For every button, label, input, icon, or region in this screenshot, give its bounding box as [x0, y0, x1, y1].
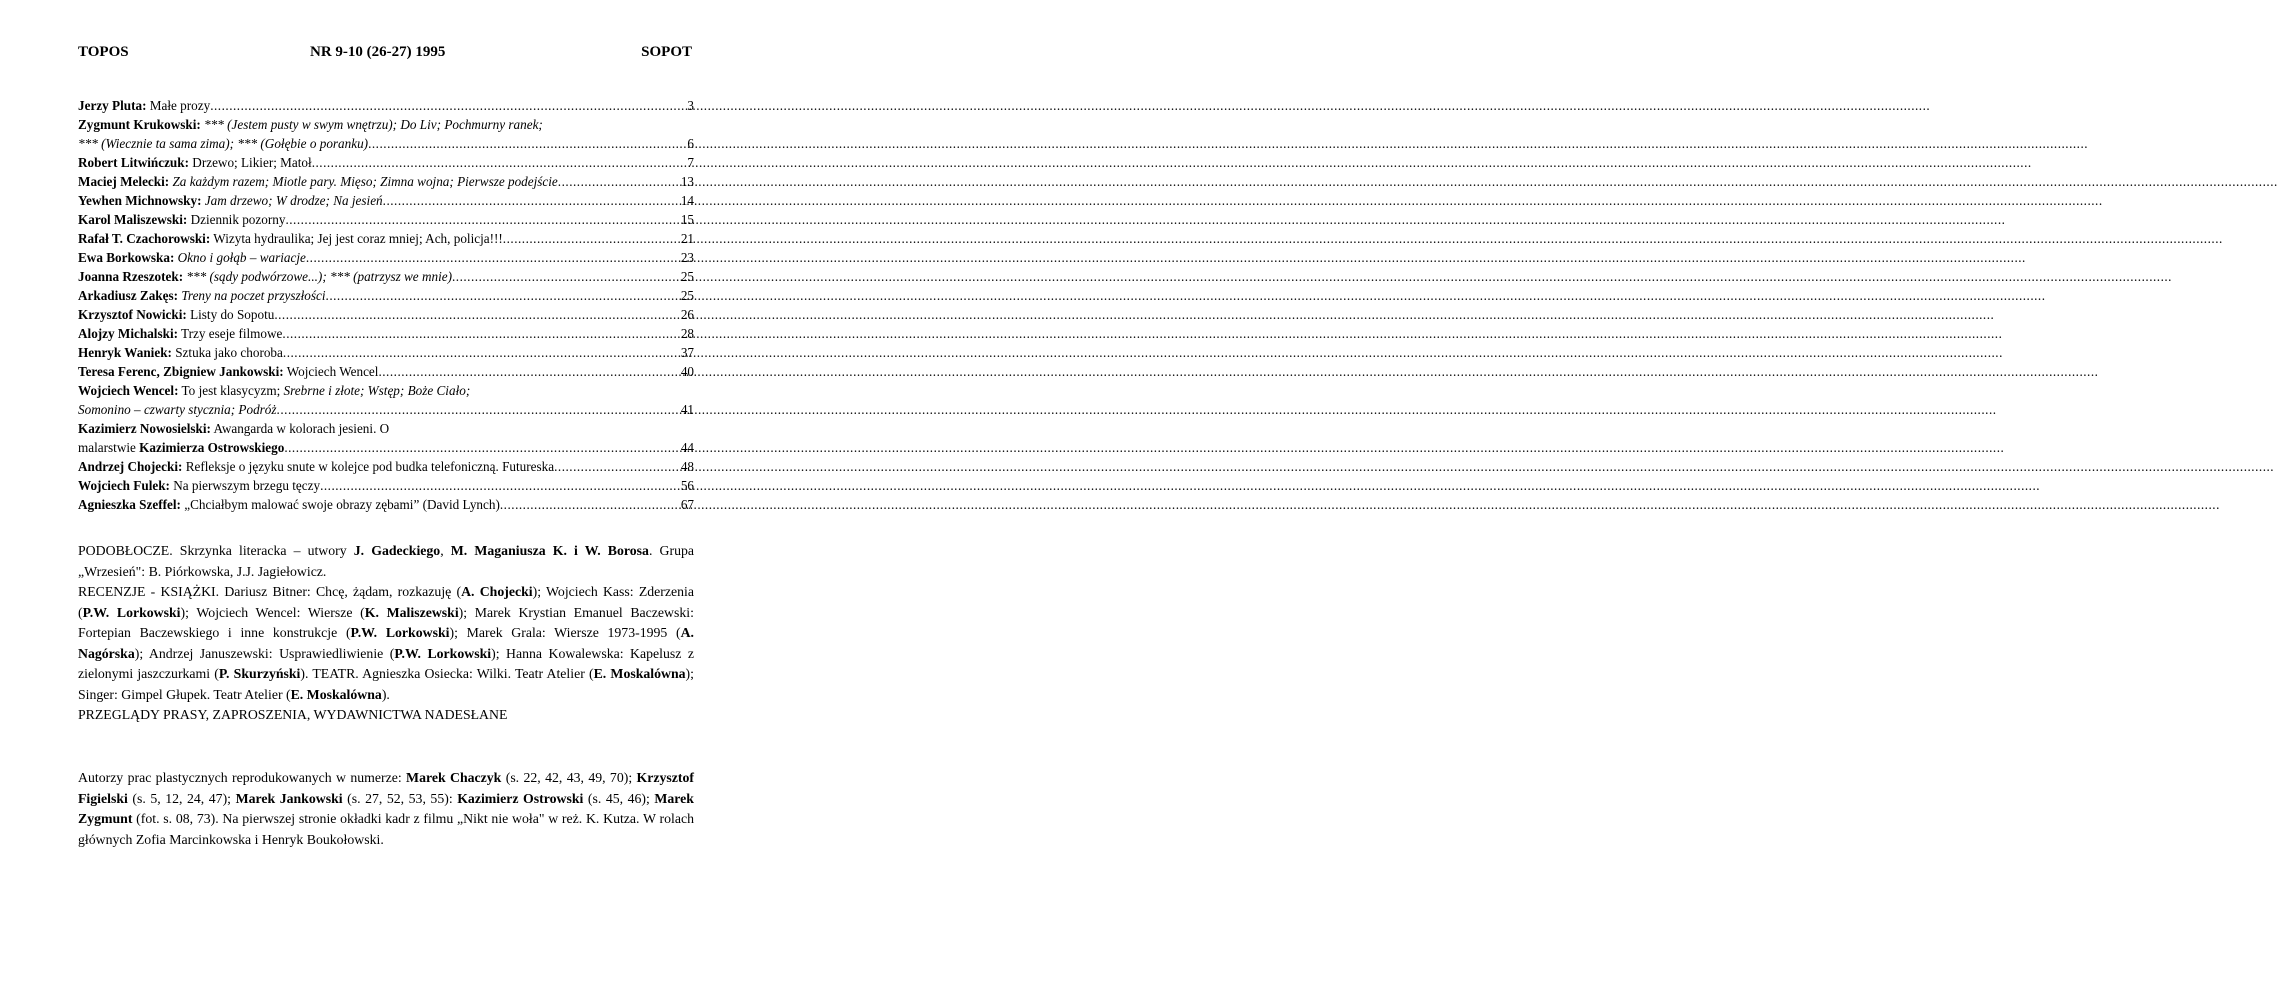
toc-entry: [78, 267, 694, 286]
toc-author: Alojzy Michalski:: [78, 326, 178, 341]
toc-title: Treny na poczet przyszłości: [178, 288, 326, 303]
toc-author: Jerzy Pluta:: [78, 98, 147, 113]
toc-title: Drzewo; Likier; Matoł: [189, 155, 312, 170]
toc-page: 40: [680, 364, 694, 379]
toc-title: Jam drzewo; W drodze; Na jesień: [201, 193, 383, 208]
toc-page: 13: [680, 174, 694, 189]
toc-title: Refleksje o języku snute w kolejce pod budka telefoniczną. Futureska: [182, 459, 555, 474]
toc-page: 15: [680, 212, 694, 227]
toc-title: Wizyta hydraulika; Jej jest coraz mniej; Ach, policja!!!: [210, 231, 503, 246]
toc-author: Arkadiusz Zakęs:: [78, 288, 179, 303]
sections-summary: [78, 541, 694, 726]
page-header: [78, 44, 692, 66]
toc-title: Okno i gołąb – wariacje: [174, 250, 306, 265]
toc-page: 56: [680, 478, 694, 493]
toc-page: 6: [687, 136, 694, 151]
toc-author: Ewa Borkowska:: [78, 250, 175, 265]
toc-author: Rafał T. Czachorowski:: [78, 231, 211, 246]
toc-title: Za każdym razem; Miotle pary. Mięso; Zimna wojna; Pierwsze podejście: [169, 174, 558, 189]
toc-title: Małe prozy: [146, 98, 211, 113]
toc-entry: [78, 172, 694, 191]
toc-entry: [78, 191, 694, 210]
toc-entry: [78, 286, 694, 305]
table-of-contents: [78, 96, 694, 514]
toc-entry-continuation: [78, 134, 694, 153]
toc-page: 41: [680, 402, 694, 417]
toc-title: *** (Wiecznie ta sama zima); *** (Gołębie o poranku): [78, 136, 369, 151]
toc-title: Sztuka jako choroba: [171, 345, 283, 360]
toc-author: Robert Litwińczuk:: [78, 155, 189, 170]
toc-entry: [78, 495, 694, 514]
artists-note: Autorzy prac plastycznych reprodukowanych w numerze: Marek Chaczyk (s. 22, 42, 43, 49, 70); Krzysztof Figielski (s. 5, 12, 24, 47); Marek Jankowski (s. 27, 52, 53, 55): Kazimierz Ostrowski (s. 45, 46); Marek Zygmunt (fot. s. 08, 73). Na pierwszej stronie okładki kadr z filmu „Nikt nie woła" w reż. K. Kutza. W rolach głównych Zofia Marcinkowska i Henryk Boukołowski.: [78, 770, 694, 847]
toc-page: 26: [680, 307, 694, 322]
toc-author: Wojciech Fulek:: [78, 478, 170, 493]
toc-author: Zygmunt Krukowski:: [78, 117, 201, 132]
toc-author: Kazimierz Nowosielski:: [78, 421, 211, 436]
toc-entry-continuation: [78, 438, 694, 457]
toc-page: 23: [680, 250, 694, 265]
toc-title: Trzy eseje filmowe: [178, 326, 283, 341]
city-name: SOPOT: [641, 44, 692, 60]
toc-author: Joanna Rzeszotek:: [78, 269, 184, 284]
paragraph-recenzje: RECENZJE - KSIĄŻKI. Dariusz Bitner: Chcę, żądam, rozkazuję (A. Chojecki); Wojciech Kass: Zderzenia (P.W. Lorkowski); Wojciech Wencel: Wiersze (K. Maliszewski); Marek Krystian Emanuel Baczewski: Fortepian Baczewskiego i inne konstrukcje (P.W. Lorkowski); Marek Grala: Wiersze 1973-1995 (A. Nagórska); Andrzej Januszewski: Usprawiedliwienie (P.W. Lorkowski); Hanna Kowalewska: Kapelusz z zielonymi jaszczurkami (P. Skurzyński). TEATR. Agnieszka Osiecka: Wilki. Teatr Atelier (E. Moskalówna); Singer: Gimpel Głupek. Teatr Atelier (E. Moskalówna).: [78, 584, 694, 702]
toc-page: 28: [680, 326, 694, 341]
issue-number: NR 9-10 (26-27) 1995: [310, 44, 446, 60]
toc-page: 3: [687, 98, 694, 113]
toc-entry: [78, 476, 694, 495]
toc-entry: [78, 381, 694, 400]
toc-entry: [78, 153, 694, 172]
toc-entry: [78, 229, 694, 248]
toc-page: 7: [687, 155, 694, 170]
toc-title: *** (sądy podwórzowe...); *** (patrzysz we mnie): [183, 269, 452, 284]
toc-entry: [78, 343, 694, 362]
toc-page: 14: [680, 193, 694, 208]
toc-page: 25: [680, 269, 694, 284]
toc-page: 25: [680, 288, 694, 303]
toc-title: Somonino – czwarty stycznia; Podróż: [78, 402, 277, 417]
toc-entry: [78, 419, 694, 438]
toc-author: Wojciech Wencel:: [78, 383, 179, 398]
paragraph-podoblocze: PODOBŁOCZE. Skrzynka literacka – utwory J. Gadeckiego, M. Maganiusza K. i W. Borosa. Grupa „Wrzesień": B. Piórkowska, J.J. Jagiełowicz.: [78, 543, 694, 579]
toc-title: Listy do Sopotu: [186, 307, 275, 322]
toc-author: Agnieszka Szeffel:: [78, 497, 181, 512]
journal-title: TOPOS: [78, 44, 129, 60]
toc-title: Awangarda w kolorach jesieni. O: [210, 421, 390, 436]
toc-entry: [78, 362, 694, 381]
toc-author: Krzysztof Nowicki:: [78, 307, 187, 322]
toc-page: 67: [680, 497, 694, 512]
toc-author: Karol Maliszewski:: [78, 212, 188, 227]
toc-author: Andrzej Chojecki:: [78, 459, 183, 474]
toc-author: Teresa Ferenc, Zbigniew Jankowski:: [78, 364, 284, 379]
toc-title: *** (Jestem pusty w swym wnętrzu); Do Liv; Pochmurny ranek;: [200, 117, 543, 132]
toc-author: Maciej Melecki:: [78, 174, 170, 189]
toc-title: Wojciech Wencel: [283, 364, 379, 379]
toc-page: 21: [680, 231, 694, 246]
toc-entry: [78, 115, 694, 134]
toc-author: Yewhen Michnowsky:: [78, 193, 202, 208]
toc-page: 44: [680, 440, 694, 455]
toc-page: 48: [680, 459, 694, 474]
toc-author: Henryk Waniek:: [78, 345, 172, 360]
toc-entry: [78, 457, 694, 476]
toc-title-italic: Srebrne i złote; Wstęp; Boże Ciało;: [280, 383, 471, 398]
toc-title-bold: Kazimierza Ostrowskiego: [139, 440, 285, 455]
paragraph-przeglady: PRZEGLĄDY PRASY, ZAPROSZENIA, WYDAWNICTWA NADESŁANE: [78, 707, 508, 722]
toc-title: Na pierwszym brzegu tęczy: [169, 478, 321, 493]
toc-entry: [78, 96, 694, 115]
toc-entry: [78, 324, 694, 343]
toc-entry-continuation: [78, 400, 694, 419]
toc-entry: [78, 305, 694, 324]
toc-title: To jest klasycyzm;: [178, 383, 281, 398]
toc-entry: [78, 248, 694, 267]
toc-title: Dziennik pozorny: [187, 212, 286, 227]
toc-title: „Chciałbym malować swoje obrazy zębami” (David Lynch): [180, 497, 500, 512]
toc-entry: [78, 210, 694, 229]
toc-title: malarstwie: [78, 440, 140, 455]
toc-page: 37: [680, 345, 694, 360]
